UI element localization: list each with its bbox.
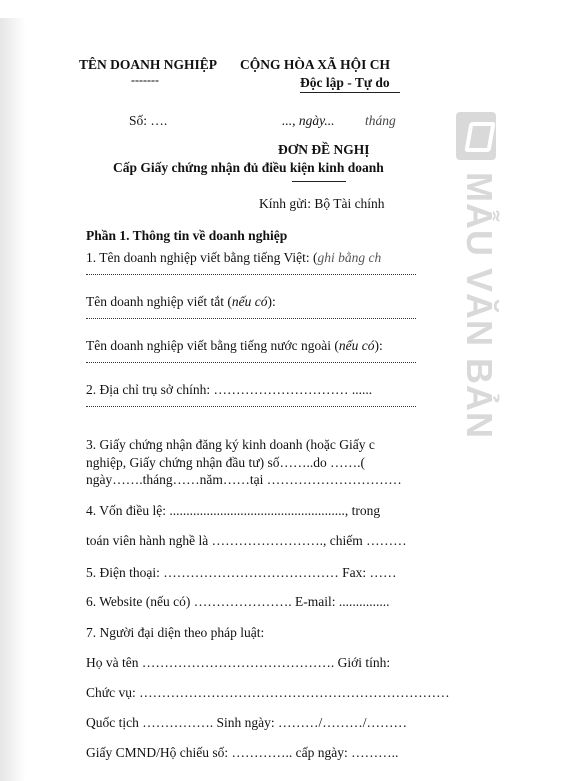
document-number: Số: …. [129,113,168,128]
item-7-representative: 7. Người đại diện theo pháp luật: [86,625,265,640]
motto: Độc lập - Tự do [300,75,390,90]
item-3-line-1: 3. Giấy chứng nhận đăng ký kinh doanh (hoặc Giấy c [86,437,375,452]
company-underline: ------- [131,73,159,87]
foreign-name-label: Tên doanh nghiệp viết bằng tiếng nước ngoài (nếu có): [86,338,383,353]
item-1-blank [86,272,416,275]
recipient: Kính gửi: Bộ Tài chính [259,196,385,211]
watermark [452,112,504,439]
item-1-label: 1. Tên doanh nghiệp viết bằng tiếng Việt: (ghi bằng ch [86,250,382,265]
item-2-address: 2. Địa chỉ trụ sở chính: ………………………… ...... [86,382,373,397]
section-heading: Phần 1. Thông tin về doanh nghiệp [86,228,288,243]
representative-id: Giấy CMND/Hộ chiếu số: ………….. cấp ngày: ……….. [86,745,399,760]
abbr-name-label: Tên doanh nghiệp viết tắt (nếu có): [86,294,276,309]
subtitle-underline [292,181,346,182]
item-3-line-3: ngày…….tháng……năm……tại ………………………… [86,472,402,487]
form-title: ĐƠN ĐỀ NGHỊ [278,142,370,157]
date-month: tháng [365,113,396,128]
representative-nationality: Quốc tịch ……………. Sinh ngày: ………/………/……… [86,715,407,730]
representative-position: Chức vụ: …………………………………………………………… [86,685,450,700]
item-3-line-2: nghiệp, Giấy chứng nhận đầu tư) số……..do …….( [86,455,365,470]
company-label: TÊN DOANH NGHIỆP [79,57,218,72]
motto-underline [300,92,400,93]
item-5-phone: 5. Điện thoại: ………………………………… Fax: …… [86,565,397,580]
date-line: ..., ngày... [282,113,335,128]
item-4-capital: 4. Vốn điều lệ: ...................................................., trong [86,503,381,518]
form-subtitle: Cấp Giấy chứng nhận đủ điều kiện kinh doanh [113,160,384,175]
foreign-name-blank [86,360,416,363]
watermark-logo-icon [456,112,496,160]
representative-name: Họ và tên ……………………………………. Giới tính: [86,655,391,670]
nation-title: CỘNG HÒA XÃ HỘI CH [240,57,391,72]
item-6-website: 6. Website (nếu có) …………………. E-mail: ............... [86,594,390,609]
item-4-line-2: toán viên hành nghề là ……………………., chiếm ……… [86,533,407,548]
abbr-name-blank [86,316,416,319]
item-2-blank [86,404,416,407]
watermark-text: MẪU VĂN BẢN [459,172,500,439]
